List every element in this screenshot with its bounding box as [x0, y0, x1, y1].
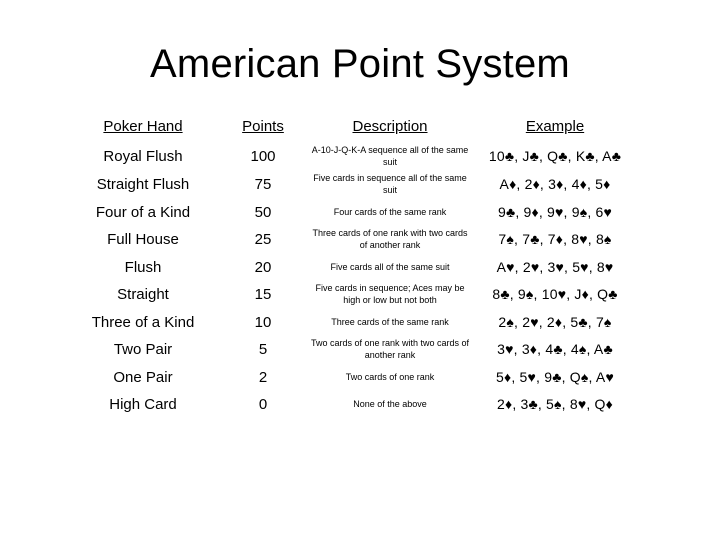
hand-description: None of the above — [353, 399, 427, 409]
example-cards: 10♣, J♣, Q♣, K♣, A♣ — [488, 148, 622, 164]
hand-name: High Card — [109, 395, 177, 413]
example-cards: 2♠, 2♥, 2♦, 5♣, 7♠ — [498, 314, 612, 330]
points-value: 0 — [258, 395, 268, 413]
example-cards: 2♦, 3♣, 5♠, 8♥, Q♦ — [497, 396, 613, 412]
example-cards: 5♦, 5♥, 9♣, Q♠, A♥ — [496, 369, 614, 385]
header-description: Description — [352, 118, 428, 135]
table-row — [0, 171, 720, 197]
hand-name: Four of a Kind — [95, 203, 191, 221]
hand-description: Five cards in sequence; Aces may be high or low but not both — [315, 283, 465, 305]
header-example: Example — [525, 118, 585, 135]
table-row — [0, 309, 720, 335]
hand-description: Five cards all of the same suit — [330, 262, 450, 272]
hand-name: Straight Flush — [96, 175, 190, 193]
header-poker-hand: Poker Hand — [103, 118, 183, 135]
hand-description: Three cards of the same rank — [331, 317, 449, 327]
table-row — [0, 143, 720, 169]
hand-name: Three of a Kind — [91, 313, 195, 331]
example-cards: 8♣, 9♠, 10♥, J♦, Q♣ — [492, 286, 618, 302]
table-row — [0, 199, 720, 225]
example-cards: A♦, 2♦, 3♦, 4♦, 5♦ — [499, 176, 611, 192]
points-value: 2 — [258, 368, 268, 386]
points-value: 15 — [254, 285, 272, 303]
hand-description: Five cards in sequence all of the same suit — [313, 173, 467, 195]
example-cards: 3♥, 3♦, 4♣, 4♠, A♣ — [497, 341, 613, 357]
hand-description: Four cards of the same rank — [333, 207, 447, 217]
table-row — [0, 391, 720, 417]
header-points: Points — [242, 118, 284, 135]
hand-name: Straight — [117, 285, 169, 303]
points-value: 50 — [254, 203, 272, 221]
hand-description: Three cards of one rank with two cards of another rank — [312, 228, 468, 250]
table-row — [0, 226, 720, 252]
example-cards: 9♣, 9♦, 9♥, 9♠, 6♥ — [497, 204, 613, 220]
hand-name: Flush — [124, 258, 162, 276]
hand-name: Royal Flush — [103, 147, 183, 165]
points-value: 25 — [254, 230, 272, 248]
points-value: 100 — [250, 147, 276, 165]
example-cards: A♥, 2♥, 3♥, 5♥, 8♥ — [496, 259, 614, 275]
table-row — [0, 254, 720, 280]
hand-description: Two cards of one rank — [345, 372, 435, 382]
points-value: 5 — [258, 340, 268, 358]
table-row — [0, 336, 720, 362]
points-value: 75 — [254, 175, 272, 193]
hand-name: Two Pair — [113, 340, 173, 358]
hand-name: One Pair — [113, 368, 173, 386]
points-value: 20 — [254, 258, 272, 276]
hand-name: Full House — [107, 230, 179, 248]
points-value: 10 — [254, 313, 272, 331]
hand-description: Two cards of one rank with two cards of another rank — [310, 338, 470, 360]
hand-description: A-10-J-Q-K-A sequence all of the same suit — [311, 145, 469, 167]
slide-title: American Point System — [150, 42, 570, 86]
table-row — [0, 281, 720, 307]
table-row — [0, 364, 720, 390]
example-cards: 7♠, 7♣, 7♦, 8♥, 8♠ — [498, 231, 612, 247]
